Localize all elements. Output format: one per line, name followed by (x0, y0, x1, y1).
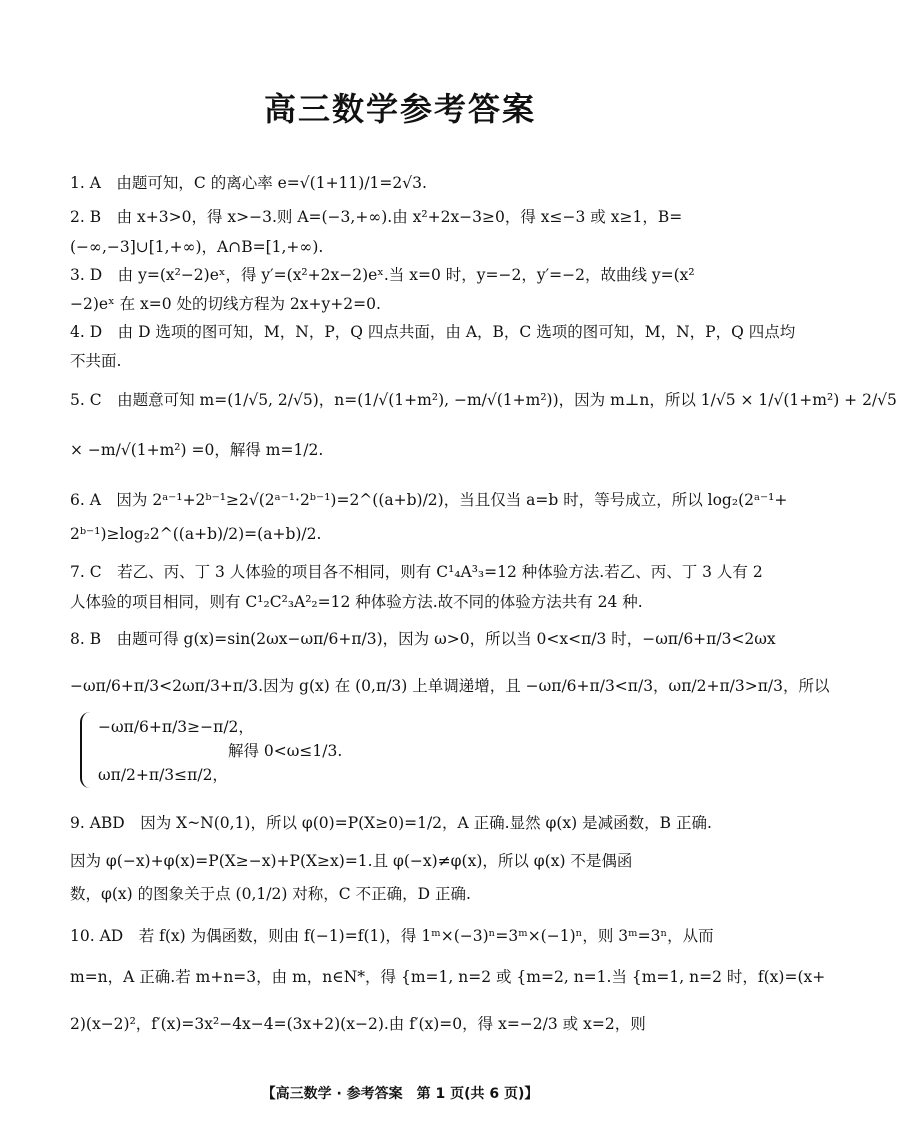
answer-line-5-cont: × −m/√(1+m²) =0，解得 m=1/2. (70, 441, 324, 459)
answer-line-3: 3. D 由 y=(x²−2)eˣ，得 y′=(x²+2x−2)eˣ.当 x=0 时，y=−2，y′=−2，故曲线 y=(x² (70, 266, 695, 284)
system-row-2: ωπ/2+π/3≤π/2， (98, 766, 228, 784)
answer-line-10-cont2: 2)(x−2)²，f′(x)=3x²−4x−4=(3x+2)(x−2).由 f′(x)=0，得 x=−2/3 或 x=2，则 (70, 1015, 646, 1033)
answer-line-6: 6. A 因为 2ᵃ⁻¹+2ᵇ⁻¹≥2√(2ᵃ⁻¹·2ᵇ⁻¹)=2^((a+b)/2)，当且仅当 a=b 时，等号成立，所以 log₂(2ᵃ⁻¹+ (70, 491, 788, 509)
answer-line-1: 1. A 由题可知，C 的离心率 e=√(1+11)/1=2√3. (70, 174, 427, 192)
page-title: 高三数学参考答案 (263, 90, 536, 128)
system-brace (80, 712, 96, 788)
answer-line-10: 10. AD 若 f(x) 为偶函数，则由 f(−1)=f(1)，得 1ᵐ×(−3)ⁿ=3ᵐ×(−1)ⁿ，则 3ᵐ=3ⁿ，从而 (70, 927, 714, 945)
system-row-1: −ωπ/6+π/3≥−π/2， (98, 718, 254, 736)
answer-line-9-cont2: 数，φ(x) 的图象关于点 (0,1/2) 对称，C 不正确，D 正确. (70, 885, 471, 903)
answer-line-2: 2. B 由 x+3>0，得 x>−3.则 A=(−3,+∞).由 x²+2x−3≥0，得 x≤−3 或 x≥1，B= (70, 208, 683, 226)
answer-line-8: 8. B 由题可得 g(x)=sin(2ωx−ωπ/6+π/3)，因为 ω>0，所以当 0<x<π/3 时，−ωπ/6+π/3<2ωx (70, 630, 776, 648)
answer-line-5: 5. C 由题意可知 m=(1/√5, 2/√5)，n=(1/√(1+m²), −m/√(1+m²))，因为 m⊥n，所以 1/√5 × 1/√(1+m²) + 2/√5 (70, 391, 897, 409)
answer-line-7-cont: 人体验的项目相同，则有 C¹₂C²₃A²₂=12 种体验方法.故不同的体验方法共有 24 种. (70, 593, 643, 611)
system-solution: 解得 0<ω≤1/3. (228, 742, 343, 760)
answer-line-7: 7. C 若乙、丙、丁 3 人体验的项目各不相同，则有 C¹₄A³₃=12 种体验方法.若乙、丙、丁 3 人有 2 (70, 563, 763, 581)
answer-line-4-cont: 不共面. (70, 352, 122, 370)
answer-line-6-cont: 2ᵇ⁻¹)≥log₂2^((a+b)/2)=(a+b)/2. (70, 525, 322, 543)
page-footer: 【高三数学 · 参考答案 第 1 页(共 6 页)】 (261, 1086, 539, 1102)
answer-line-8-cont: −ωπ/6+π/3<2ωπ/3+π/3.因为 g(x) 在 (0,π/3) 上单调递增，且 −ωπ/6+π/3<π/3，ωπ/2+π/3>π/3，所以 (70, 677, 830, 695)
answer-line-9-cont1: 因为 φ(−x)+φ(x)=P(X≥−x)+P(X≥x)=1.且 φ(−x)≠φ(x)，所以 φ(x) 不是偶函 (70, 852, 633, 870)
answer-line-10-cont1: m=n，A 正确.若 m+n=3，由 m，n∈N*，得 {m=1, n=2 或 {m=2, n=1.当 {m=1, n=2 时，f(x)=(x+ (70, 968, 826, 986)
answer-line-4: 4. D 由 D 选项的图可知，M，N，P，Q 四点共面，由 A，B，C 选项的图可知，M，N，P，Q 四点均 (70, 323, 796, 341)
answer-line-3-cont: −2)eˣ 在 x=0 处的切线方程为 2x+y+2=0. (70, 295, 381, 313)
answer-line-2-cont: (−∞,−3]∪[1,+∞)，A∩B=[1,+∞). (70, 238, 324, 256)
answer-line-9: 9. ABD 因为 X~N(0,1)，所以 φ(0)=P(X≥0)=1/2，A 正确.显然 φ(x) 是减函数，B 正确. (70, 814, 712, 832)
